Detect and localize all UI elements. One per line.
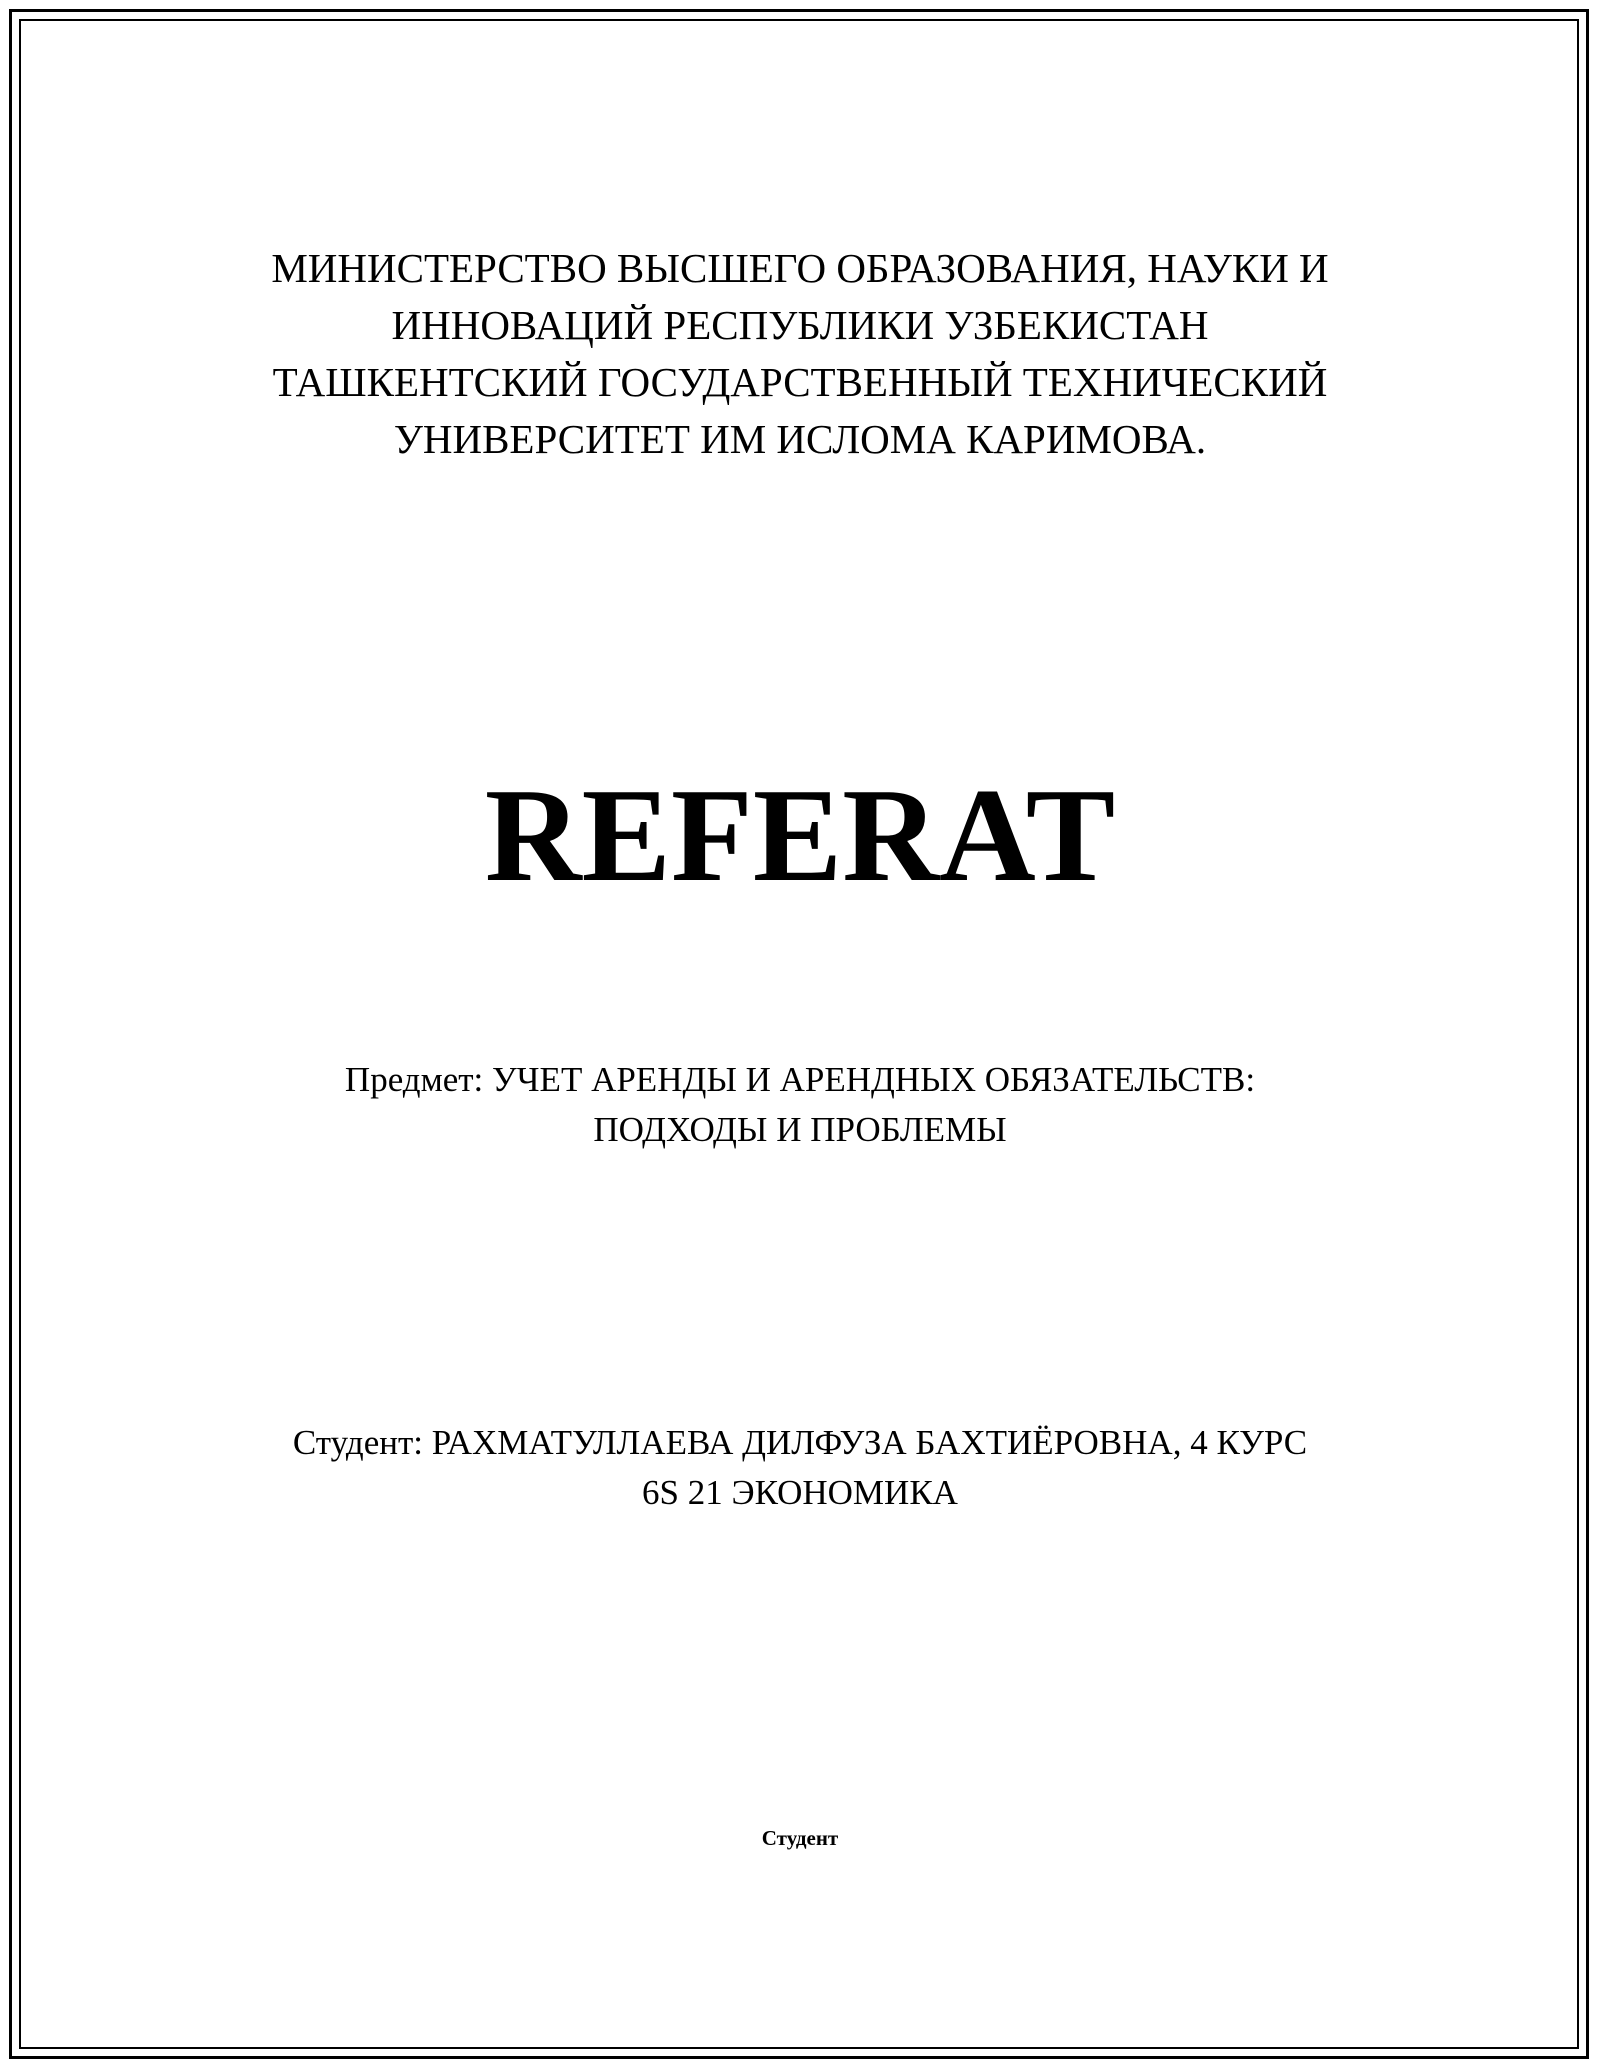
institution-line: ТАШКЕНТСКИЙ ГОСУДАРСТВЕННЫЙ ТЕХНИЧЕСКИЙ bbox=[272, 359, 1328, 405]
student-line: Студент: РАХМАТУЛЛАЕВА ДИЛФУЗА БАХТИЁРОВНА, 4 КУРС bbox=[292, 1423, 1308, 1462]
student-block bbox=[0, 1418, 1600, 1518]
institution-line: МИНИСТЕРСТВО ВЫСШЕГО ОБРАЗОВАНИЯ, НАУКИ И bbox=[271, 245, 1329, 291]
institution-line: УНИВЕРСИТЕТ ИМ ИСЛОМА КАРИМОВА. bbox=[393, 416, 1207, 462]
institution-line: ИННОВАЦИЙ РЕСПУБЛИКИ УЗБЕКИСТАН bbox=[391, 302, 1209, 348]
institution-header bbox=[0, 240, 1600, 468]
document-title: REFERAT bbox=[484, 761, 1116, 909]
subject-line: Предмет: УЧЕТ АРЕНДЫ И АРЕНДНЫХ ОБЯЗАТЕЛЬСТВ: bbox=[344, 1060, 1256, 1099]
signature-label: Студент bbox=[761, 1826, 839, 1850]
subject-line: ПОДХОДЫ И ПРОБЛЕМЫ bbox=[593, 1110, 1007, 1149]
student-line: 6S 21 ЭКОНОМИКА bbox=[642, 1473, 958, 1512]
subject-block bbox=[0, 1055, 1600, 1155]
